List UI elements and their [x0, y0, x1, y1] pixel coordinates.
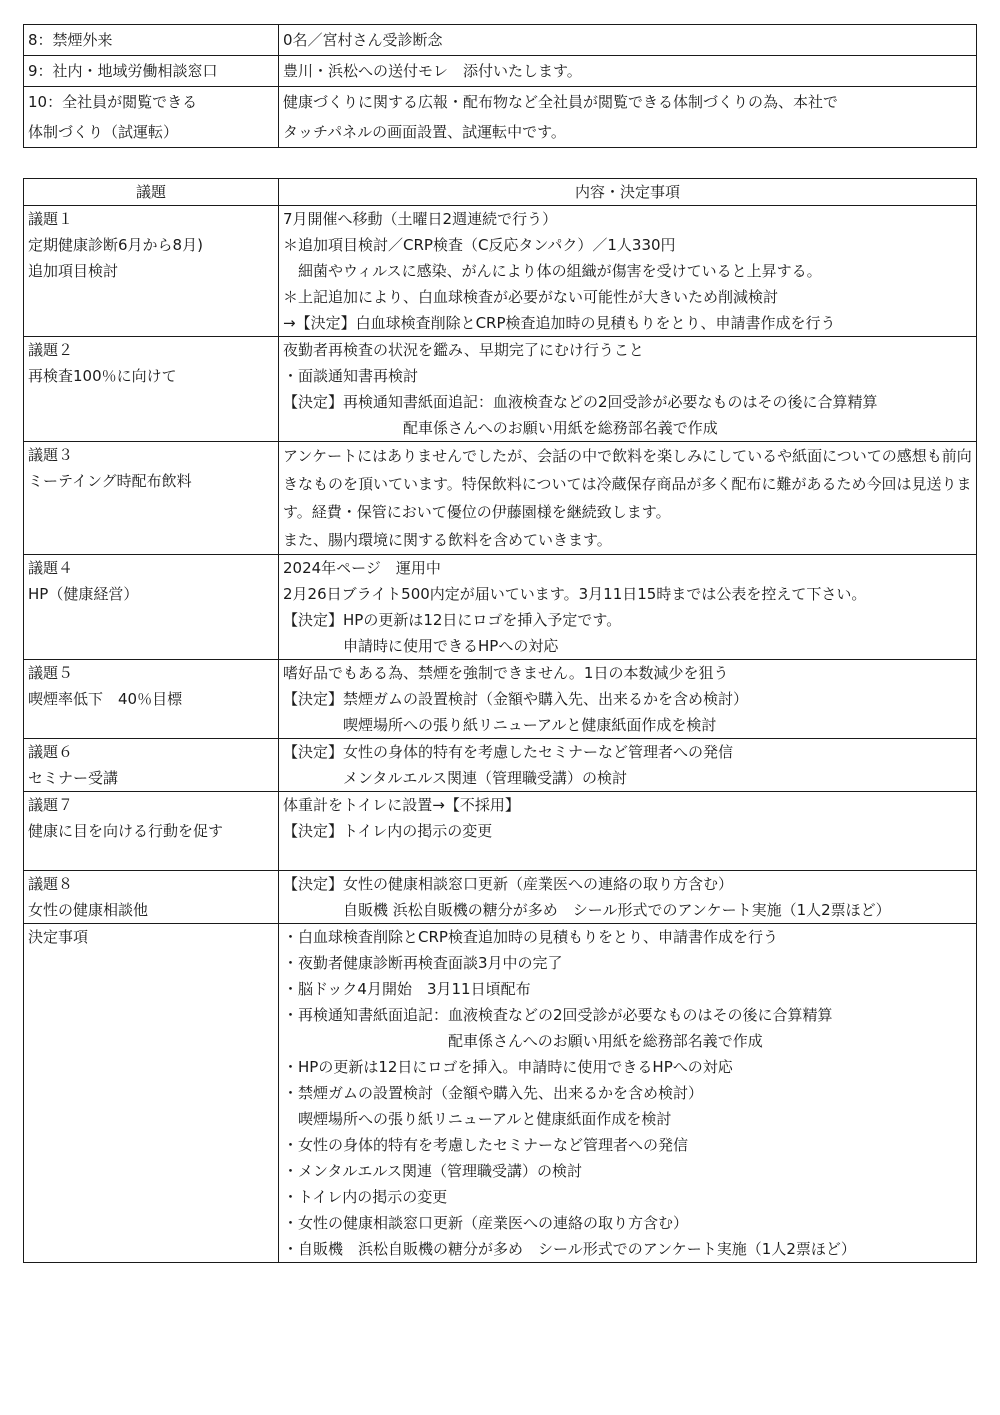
- status-label: [24, 87, 279, 148]
- agenda-row: [24, 442, 977, 555]
- status-row: [24, 25, 977, 56]
- status-label-line: 10：全社員が閲覧できる: [28, 93, 198, 111]
- agenda-header-row: [24, 179, 977, 206]
- status-label-line: 9：社内・地域労働相談窓口: [28, 62, 218, 80]
- agenda-row: [24, 792, 977, 871]
- agenda-content: [279, 206, 977, 337]
- decision-item: ・白血球検査削除とCRP検査追加時の見積もりをとり、申請書作成を行う: [283, 928, 778, 946]
- agenda-content-paragraph: アンケートにはありませんでしたが、会話の中で飲料を楽しみにしているや紙面についての感想も前向きなものを頂いています。特保飲料については冷蔵保存商品が多く配布に難があるため今回は見送ります。経費・保管において優位の伊藤園様を継続致します。: [283, 447, 972, 521]
- status-content-line: 豊川・浜松への送付モレ 添付いたします。: [283, 62, 582, 80]
- agenda-row: [24, 206, 977, 337]
- agenda-content: [279, 871, 977, 924]
- status-table: [23, 24, 977, 148]
- agenda-label-line: 議題３: [28, 446, 74, 464]
- decisions-row: [24, 924, 977, 1263]
- decision-item: ・自販機 浜松自販機の糖分が多め シール形式でのアンケート実施（1人2票ほど）: [283, 1240, 856, 1258]
- agenda-label: [24, 442, 279, 555]
- agenda-row: [24, 871, 977, 924]
- agenda-row: [24, 660, 977, 739]
- agenda-content-line: 喫煙場所への張り紙リニューアルと健康紙面作成を検討: [283, 716, 717, 734]
- agenda-content-line: ＊追加項目検討／CRP検査（C反応タンパク）／1人330円: [283, 236, 676, 254]
- decision-item: ・女性の身体的特有を考慮したセミナーなど管理者への発信: [283, 1136, 689, 1154]
- agenda-table-body: [24, 206, 977, 1263]
- agenda-row: [24, 337, 977, 442]
- agenda-content-line: 自販機 浜松自販機の糖分が多め シール形式でのアンケート実施（1人2票ほど）: [283, 901, 891, 919]
- agenda-content: [279, 555, 977, 660]
- status-content: [279, 25, 977, 56]
- agenda-content: [279, 660, 977, 739]
- status-label-line: 体制づくり（試運転）: [28, 123, 179, 141]
- status-label-line: 8：禁煙外来: [28, 31, 113, 49]
- decision-item: ・トイレ内の掲示の変更: [283, 1188, 448, 1206]
- status-content-line: 健康づくりに関する広報・配布物など全社員が閲覧できる体制づくりの為、本社で: [283, 93, 839, 111]
- agenda-label-line: ミーテイング時配布飲料: [28, 472, 192, 490]
- status-label: [24, 25, 279, 56]
- agenda-content-line: ＊上記追加により、白血球検査が必要がない可能性が大きいため削減検討: [283, 288, 779, 306]
- agenda-label-line: 議題４: [28, 559, 74, 577]
- agenda-label-line: 議題５: [28, 664, 74, 682]
- status-content-line: 0名／宮村さん受診断念: [283, 31, 443, 49]
- decision-item: ・女性の健康相談窓口更新（産業医への連絡の取り方含む）: [283, 1214, 689, 1232]
- agenda-label-line: 議題２: [28, 341, 74, 359]
- agenda-content-line: メンタルエルス関連（管理職受講）の検討: [283, 769, 627, 787]
- agenda-label: [24, 206, 279, 337]
- agenda-content-line: 【決定】再検通知書紙面追記：血液検査などの2回受診が必要なものはその後に合算精算: [283, 393, 878, 411]
- agenda-content: [279, 739, 977, 792]
- agenda-table: [23, 178, 977, 1263]
- agenda-label: [24, 337, 279, 442]
- agenda-content-line: 配車係さんへのお願い用紙を総務部名義で作成: [283, 419, 718, 437]
- content-header: 内容・決定事項: [279, 179, 977, 206]
- agenda-content-line: ・面談通知書再検討: [283, 367, 419, 385]
- status-content-line: タッチパネルの画面設置、試運転中です。: [283, 123, 566, 141]
- agenda-label: [24, 555, 279, 660]
- agenda-content-line: また、腸内環境に関する飲料を含めていきます。: [283, 531, 612, 549]
- agenda-label-line: 議題８: [28, 875, 74, 893]
- status-row: [24, 87, 977, 148]
- agenda-content: [279, 792, 977, 871]
- agenda-row: [24, 739, 977, 792]
- agenda-content-line: 細菌やウィルスに感染、がんにより体の組織が傷害を受けていると上昇する。: [283, 262, 822, 280]
- agenda-label-line: セミナー受講: [28, 769, 119, 787]
- agenda-label: [24, 660, 279, 739]
- agenda-label: [24, 739, 279, 792]
- decision-item: 配車係さんへのお願い用紙を総務部名義で作成: [283, 1032, 763, 1050]
- agenda-content-line: 【決定】トイレ内の掲示の変更: [283, 822, 493, 840]
- status-label: [24, 56, 279, 87]
- decision-item: ・再検通知書紙面追記：血液検査などの2回受診が必要なものはその後に合算精算: [283, 1006, 833, 1024]
- agenda-label-line: 議題６: [28, 743, 74, 761]
- agenda-content-line: 体重計をトイレに設置→【不採用】: [283, 796, 520, 814]
- agenda-row: [24, 555, 977, 660]
- agenda-content-line: 【決定】女性の身体的特有を考慮したセミナーなど管理者への発信: [283, 743, 734, 761]
- agenda-content-line: 夜勤者再検査の状況を鑑み、早期完了にむけ行うこと: [283, 341, 644, 359]
- agenda-label-line: 追加項目検討: [28, 262, 119, 280]
- agenda-label-line: 議題７: [28, 796, 74, 814]
- agenda-label-line: 喫煙率低下 40％目標: [28, 690, 183, 708]
- status-row: [24, 56, 977, 87]
- decision-item: ・HPの更新は12日にロゴを挿入。申請時に使用できるHPへの対応: [283, 1058, 733, 1076]
- agenda-content: [279, 337, 977, 442]
- agenda-content-line: 【決定】HPの更新は12日にロゴを挿入予定です。: [283, 611, 622, 629]
- agenda-label-line: 定期健康診断6月から8月): [28, 236, 203, 254]
- agenda-label-line: 議題１: [28, 210, 74, 228]
- agenda-label-line: 再検査100％に向けて: [28, 367, 177, 385]
- status-content: [279, 56, 977, 87]
- agenda-content-line: 嗜好品でもある為、禁煙を強制できません。1日の本数減少を狙う: [283, 664, 729, 682]
- agenda-content-line: →【決定】白血球検査削除とCRP検査追加時の見積もりをとり、申請書作成を行う: [283, 314, 836, 332]
- decisions-label: 決定事項: [24, 924, 279, 1263]
- status-content: [279, 87, 977, 148]
- status-table-body: [24, 25, 977, 148]
- decision-item: ・夜勤者健康診断再検査面談3月中の完了: [283, 954, 563, 972]
- decision-item: ・メンタルエルス関連（管理職受講）の検討: [283, 1162, 582, 1180]
- decision-item: ・禁煙ガムの設置検討（金額や購入先、出来るかを含め検討）: [283, 1084, 704, 1102]
- agenda-label: [24, 792, 279, 871]
- agenda-content-line: 【決定】禁煙ガムの設置検討（金額や購入先、出来るかを含め検討）: [283, 690, 749, 708]
- agenda-content: [279, 442, 977, 555]
- agenda-label: [24, 871, 279, 924]
- agenda-content-line: 申請時に使用できるHPへの対応: [283, 637, 559, 655]
- agenda-label-line: 女性の健康相談他: [28, 901, 149, 919]
- agenda-content-line: 2月26日ブライト500内定が届いています。3月11日15時までは公表を控えて下さい。: [283, 585, 867, 603]
- topic-header: 議題: [24, 179, 279, 206]
- agenda-label-line: HP（健康経営）: [28, 585, 139, 603]
- decision-item: 喫煙場所への張り紙リニューアルと健康紙面作成を検討: [283, 1110, 672, 1128]
- decisions-content: [279, 924, 977, 1263]
- agenda-content-line: 2024年ページ 運用中: [283, 559, 441, 577]
- agenda-label-line: 健康に目を向ける行動を促す: [28, 822, 224, 840]
- decision-item: ・脳ドック4月開始 3月11日頃配布: [283, 980, 531, 998]
- agenda-content-line: 【決定】女性の健康相談窓口更新（産業医への連絡の取り方含む）: [283, 875, 734, 893]
- agenda-content-line: 7月開催へ移動（土曜日2週連続で行う）: [283, 210, 558, 228]
